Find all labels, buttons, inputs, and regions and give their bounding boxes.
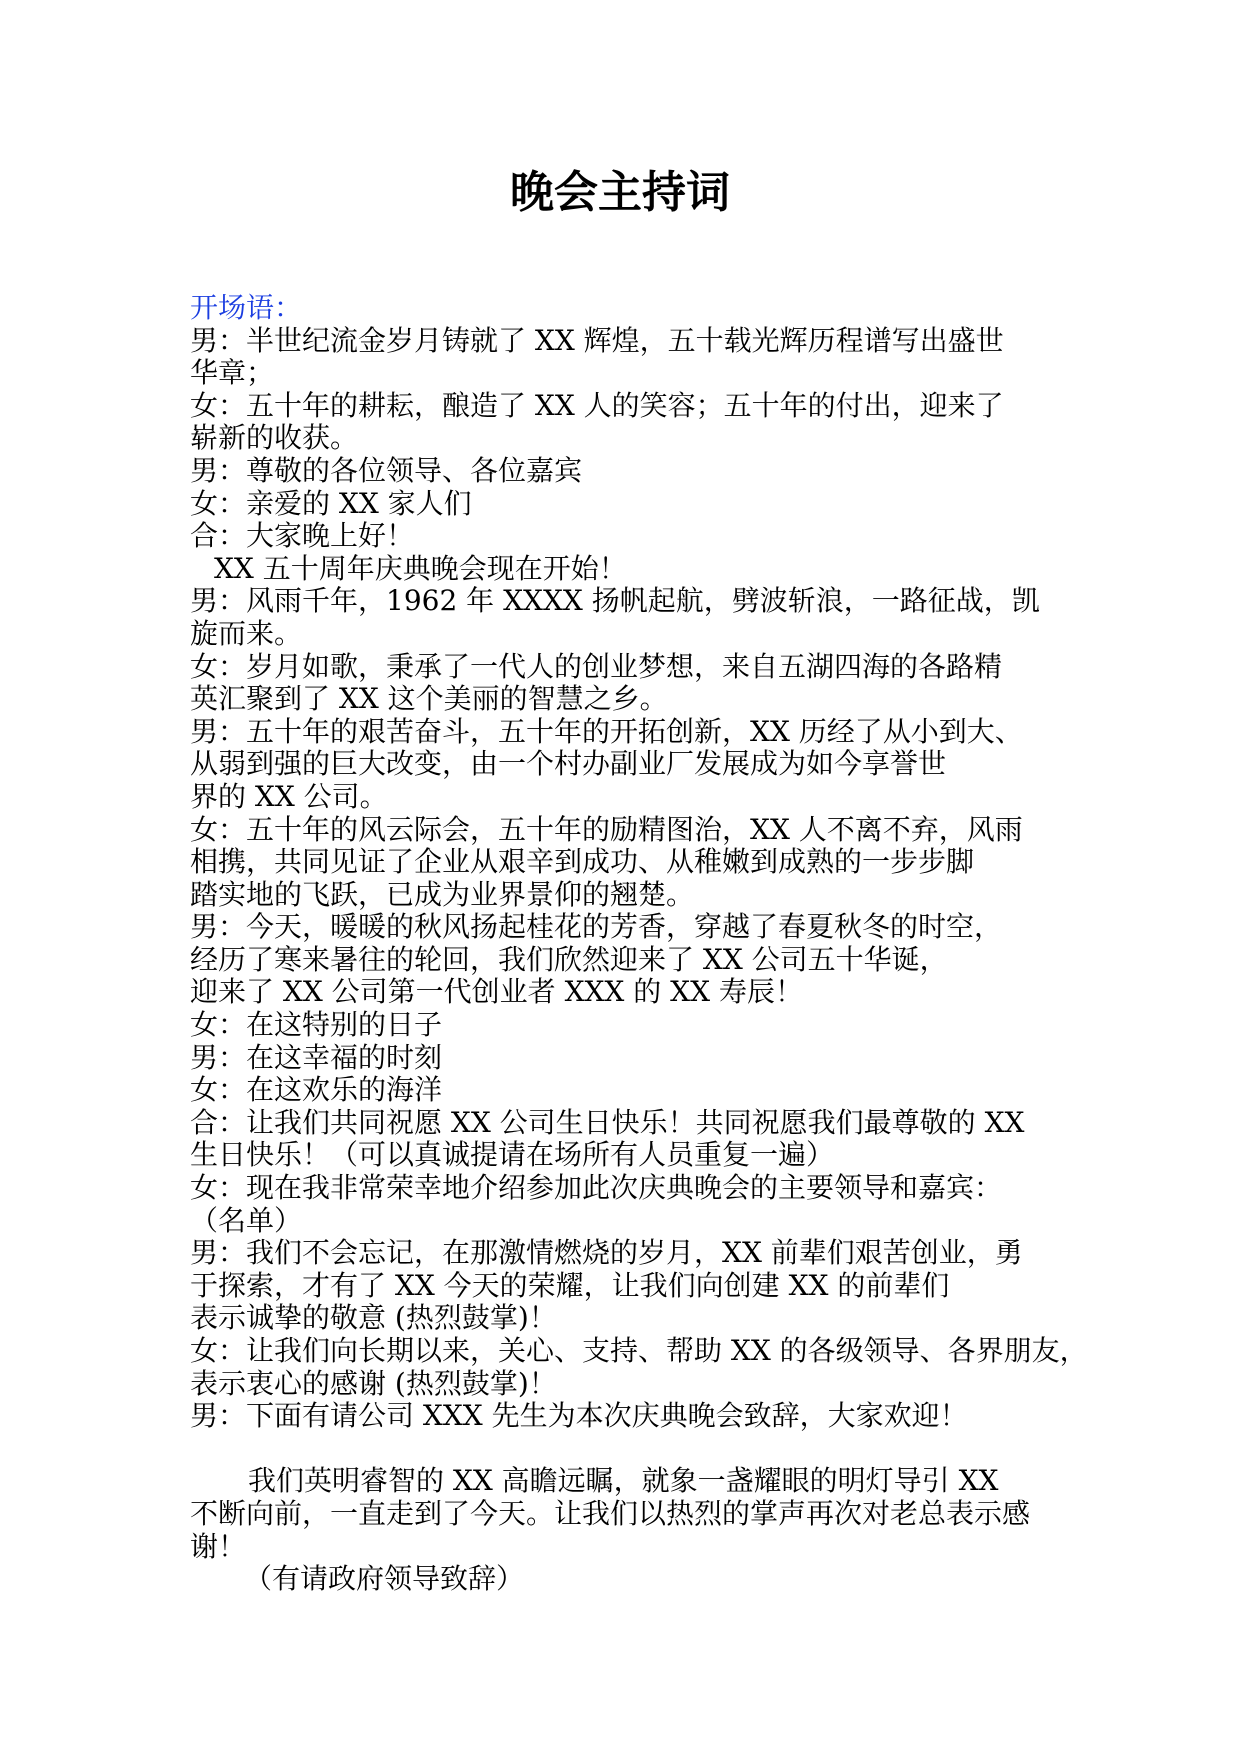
announcement: XX 五十周年庆典晚会现在开始！: [214, 551, 627, 585]
dialogue-continuation: 界的 XX 公司。: [190, 779, 388, 813]
dialogue-text: 在这特别的日子: [246, 1008, 443, 1042]
dialogue-text: 在这欢乐的海洋: [246, 1073, 443, 1107]
document-body: [190, 291, 1088, 1596]
dialogue-continuation: 英汇聚到了 XX 这个美丽的智慧之乡。: [190, 682, 668, 716]
dialogue-text: 下面有请公司 XXX 先生为本次庆典晚会致辞，大家欢迎！: [246, 1399, 968, 1433]
dialogue-line: [190, 1172, 1056, 1237]
dialogue-wrap: 崭新的收获。: [190, 421, 359, 455]
dialogue-text: 五十年的耕耘，酿造了 XX 人的笑容；五十年的付出，迎来了: [246, 388, 1004, 422]
dialogue-text: 让我们向长期以来，关心、支持、帮助 XX 的各级领导、各界朋友，: [246, 1334, 1088, 1367]
dialogue-continuation: 表示诚挚的敬意 (热烈鼓掌)！: [190, 1301, 557, 1335]
speaker-label: 男：: [190, 1399, 247, 1433]
dialogue-line: [190, 1400, 1056, 1433]
dialogue-line: [190, 520, 1056, 553]
dialogue-continuation: 华章；: [190, 356, 275, 390]
dialogue-text: 让我们共同祝愿 XX 公司生日快乐！共同祝愿我们最尊敬的 XX: [246, 1105, 1025, 1139]
dialogue-text: 五十年的艰苦奋斗，五十年的开拓创新，XX 历经了从小到大、: [246, 714, 1023, 748]
section-label: 开场语：: [190, 291, 303, 324]
speaker-label: 女：: [190, 1008, 247, 1042]
speaker-label: 女：: [190, 812, 247, 846]
dialogue-line: [190, 585, 1056, 650]
speaker-label: 女：: [190, 1073, 247, 1107]
dialogue-text: 在这幸福的时刻: [246, 1040, 443, 1074]
dialogue-continuation: 表示衷心的感谢 (热烈鼓掌)！: [190, 1366, 557, 1400]
dialogue-continuation: 相携，共同见证了企业从艰辛到成功、从稚嫩到成熟的一步步脚: [190, 845, 975, 879]
speaker-label: 男：: [190, 910, 247, 944]
speaker-label: 合：: [190, 1105, 247, 1139]
dialogue-text: 风雨千年，1962 年 XXXX 扬帆起航，劈波斩浪，一路征战，凯: [246, 584, 1040, 618]
blank-line: [190, 1433, 1056, 1466]
dialogue-line: [190, 651, 1056, 716]
dialogue-line: [190, 455, 1056, 488]
dialogue-text: 五十年的风云际会，五十年的励精图治，XX 人不离不弃，风雨: [246, 812, 1023, 846]
dialogue-text: 亲爱的 XX 家人们: [246, 486, 472, 520]
dialogue-continuation: 从弱到强的巨大改变，由一个村办副业厂发展成为如今享誉世: [190, 747, 947, 781]
paragraph-line: 不断向前，一直走到了今天。让我们以热烈的掌声再次对老总表示感: [190, 1496, 1031, 1530]
dialogue-text: 现在我非常荣幸地介绍参加此次庆典晚会的主要领导和嘉宾：: [246, 1171, 1003, 1205]
dialogue-continuation: （名单）: [190, 1203, 303, 1237]
speaker-label: 女：: [190, 1334, 247, 1367]
dialogue-text: 我们不会忘记，在那激情燃烧的岁月，XX 前辈们艰苦创业，勇: [246, 1236, 1023, 1270]
dialogue-text: 岁月如歌，秉承了一代人的创业梦想，来自五湖四海的各路精: [246, 649, 1003, 683]
speaker-label: 女：: [190, 649, 247, 683]
dialogue-line: [190, 325, 1056, 390]
dialogue-text: 今天，暖暖的秋风扬起桂花的芳香，穿越了春夏秋冬的时空，: [246, 910, 1003, 944]
dialogue-line: [190, 814, 1056, 912]
dialogue-continuation: 于探索，才有了 XX 今天的荣耀，让我们向创建 XX 的前辈们: [190, 1268, 950, 1302]
dialogue-text: 尊敬的各位领导、各位嘉宾: [246, 453, 583, 487]
dialogue-continuation: 旋而来。: [190, 616, 303, 650]
speaker-label: 男：: [190, 1040, 247, 1074]
paragraph-line: 我们英明睿智的 XX 高瞻远瞩，就象一盏耀眼的明灯导引 XX: [248, 1464, 999, 1498]
dialogue-line: [190, 1009, 1056, 1042]
speaker-label: 女：: [190, 388, 247, 422]
dialogue-line: [190, 1334, 1088, 1400]
dialogue-line: [190, 716, 1056, 814]
speaker-label: 女：: [190, 1171, 247, 1205]
speaker-label: 男：: [190, 323, 247, 357]
dialogue-continuation: 经历了寒来暑往的轮回，我们欣然迎来了 XX 公司五十华诞，: [190, 942, 948, 976]
dialogue-line: [190, 1042, 1056, 1075]
closing-paragraph: [190, 1465, 1056, 1563]
dialogue-line: [190, 1074, 1056, 1107]
dialogue-line: [190, 1237, 1056, 1335]
speaker-label: 女：: [190, 486, 247, 520]
speaker-label: 男：: [190, 584, 247, 618]
dialogue-text: 半世纪流金岁月铸就了 XX 辉煌，五十载光辉历程谱写出盛世: [246, 323, 1004, 357]
dialogue-line: [190, 911, 1056, 1009]
dialogue-continuation: 迎来了 XX 公司第一代创业者 XXX 的 XX 寿辰！: [190, 975, 803, 1009]
dialogue-line: [190, 390, 1056, 455]
dialogue-text: 大家晚上好！: [246, 519, 415, 553]
speaker-label: 男：: [190, 714, 247, 748]
closing-note: （有请政府领导致辞）: [244, 1562, 525, 1596]
dialogue-continuation: 生日快乐！（可以真诚提请在场所有人员重复一遍）: [190, 1138, 835, 1172]
dialogue-line: [190, 1107, 1056, 1172]
speaker-label: 男：: [190, 453, 247, 487]
dialogue-continuation: 踏实地的飞跃，已成为业界景仰的翘楚。: [190, 877, 695, 911]
document-title: 晚会主持词: [510, 167, 730, 218]
speaker-label: 合：: [190, 519, 247, 553]
paragraph-line: 谢！: [190, 1529, 247, 1563]
dialogue-line: [190, 488, 1056, 521]
speaker-label: 男：: [190, 1236, 247, 1270]
